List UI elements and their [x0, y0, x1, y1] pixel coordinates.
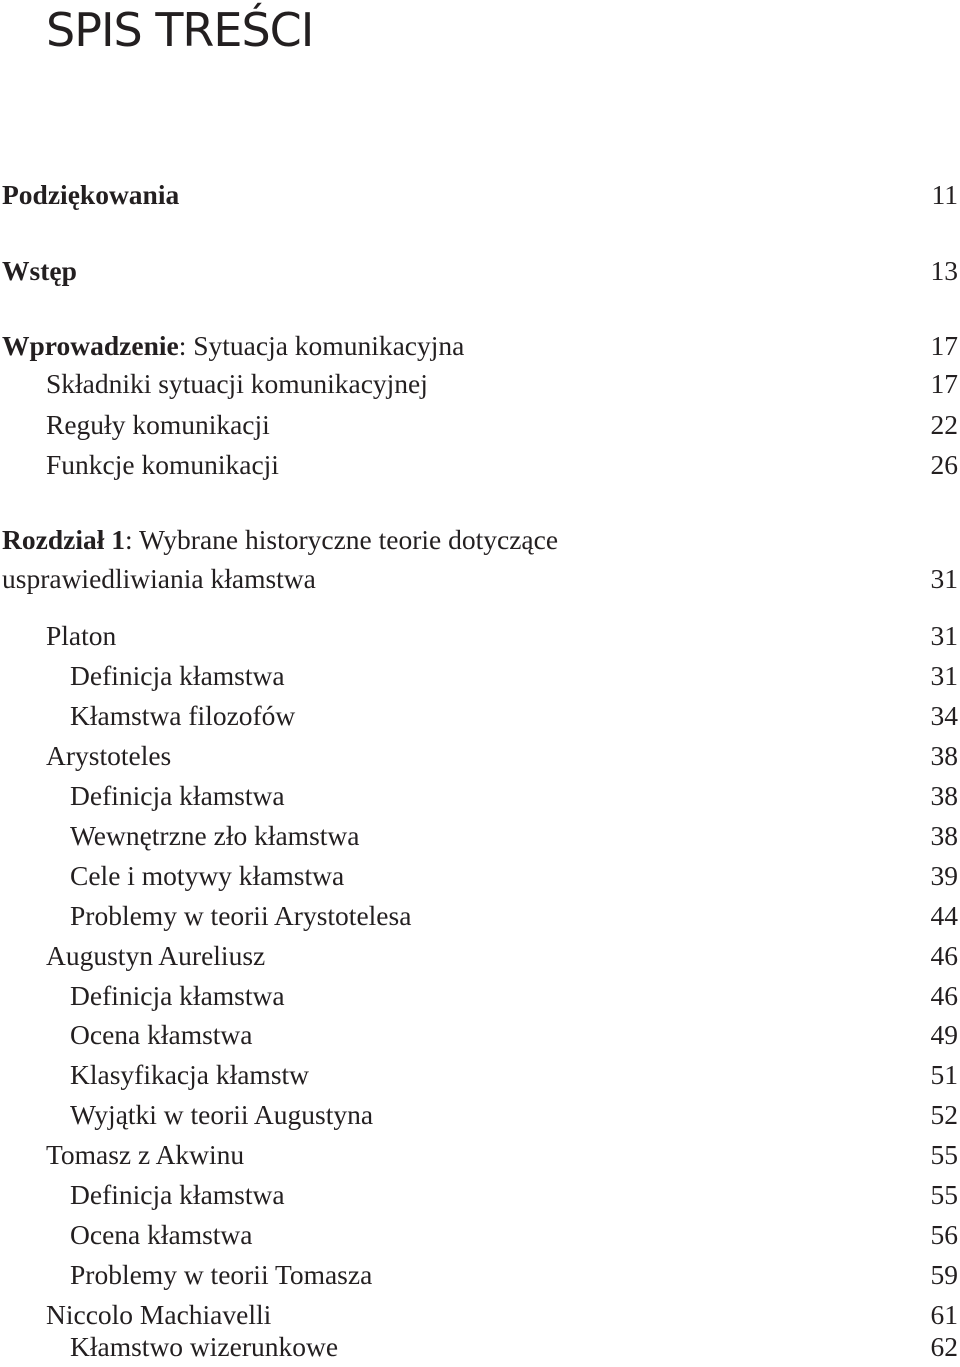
toc-entry-title: Cele i motywy kłamstwa — [70, 860, 345, 891]
toc-page-number: 34 — [930, 700, 958, 731]
toc-entry-title: Problemy w teorii Tomasza — [70, 1259, 373, 1290]
toc-entry-title: Arystoteles — [46, 740, 172, 771]
toc-page-number: 38 — [930, 820, 958, 851]
toc-entry-title: Ocena kłamstwa — [70, 1219, 253, 1250]
toc-entry[interactable] — [0, 736, 958, 776]
toc-page-number: 44 — [930, 900, 958, 931]
toc-page-number: 51 — [930, 1059, 958, 1090]
toc-page-number: 22 — [930, 409, 958, 440]
toc-entry[interactable] — [0, 405, 958, 445]
toc-entry[interactable] — [0, 1327, 958, 1367]
toc-entry[interactable] — [0, 364, 958, 404]
toc-entry-title: Niccolo Machiavelli — [46, 1299, 272, 1330]
toc-page-number: 11 — [931, 179, 958, 210]
toc-page-number: 31 — [930, 620, 958, 651]
toc-page-number: 39 — [930, 860, 958, 891]
toc-entry-acknowledgements[interactable] — [0, 175, 958, 215]
toc-entry[interactable] — [0, 776, 958, 816]
toc-entry[interactable] — [0, 656, 958, 696]
toc-entry-chapter-1[interactable] — [0, 520, 958, 560]
toc-entry[interactable] — [0, 1255, 958, 1295]
toc-entry[interactable] — [0, 1175, 958, 1215]
toc-page-number: 56 — [930, 1219, 958, 1250]
toc-entry[interactable] — [0, 856, 958, 896]
toc-entry-title: Rozdział 1: Wybrane historyczne teorie dotyczące — [2, 524, 559, 555]
toc-entry[interactable] — [0, 1095, 958, 1135]
toc-page-number: 61 — [930, 1299, 958, 1330]
toc-entry-title: Definicja kłamstwa — [70, 660, 285, 691]
toc-entry-title: usprawiedliwiania kłamstwa — [2, 563, 316, 594]
toc-entry[interactable] — [0, 1015, 958, 1055]
toc-page-number: 31 — [930, 563, 958, 594]
toc-entry-title: Problemy w teorii Arystotelesa — [70, 900, 412, 931]
toc-page-number: 38 — [930, 740, 958, 771]
toc-entry-title — [2, 175, 179, 215]
toc-entry-chapter-1-continued[interactable] — [0, 559, 958, 599]
toc-page-number: 46 — [930, 940, 958, 971]
toc-entry[interactable] — [0, 616, 958, 656]
toc-entry[interactable] — [0, 445, 958, 485]
toc-page-number: 46 — [930, 980, 958, 1011]
toc-page-number: 17 — [930, 368, 958, 399]
toc-entry-title: Tomasz z Akwinu — [46, 1139, 245, 1170]
toc-entry[interactable] — [0, 1135, 958, 1175]
toc-entry-title: Kłamstwo wizerunkowe — [70, 1331, 339, 1362]
toc-page-number: 62 — [930, 1331, 958, 1362]
toc-page-number: 49 — [930, 1019, 958, 1050]
toc-entry-title: Definicja kłamstwa — [70, 980, 285, 1011]
toc-page-number: 55 — [930, 1179, 958, 1210]
toc-entry-title: Reguły komunikacji — [46, 409, 270, 440]
toc-entry-title: Wewnętrzne zło kłamstwa — [70, 820, 360, 851]
toc-entry[interactable] — [0, 896, 958, 936]
toc-entry-bold-label: Rozdział 1 — [2, 524, 125, 555]
toc-entry-bold-label: Podziękowania — [2, 179, 180, 210]
toc-entry-title: Augustyn Aureliusz — [46, 940, 266, 971]
toc-entry-introduction[interactable] — [0, 326, 958, 366]
toc-page-number: 31 — [930, 660, 958, 691]
toc-page-number: 26 — [930, 449, 958, 480]
toc-page-number: 13 — [930, 255, 958, 286]
toc-page-number: 55 — [930, 1139, 958, 1170]
toc-entry[interactable] — [0, 1055, 958, 1095]
toc-entry[interactable] — [0, 816, 958, 856]
toc-entry-title — [2, 251, 77, 291]
toc-entry-title: Wprowadzenie: Sytuacja komunikacyjna — [2, 330, 465, 361]
toc-entry-title: Funkcje komunikacji — [46, 449, 279, 480]
toc-page-number: 17 — [930, 330, 958, 361]
toc-page-number: 38 — [930, 780, 958, 811]
toc-entry-title: Kłamstwa filozofów — [70, 700, 296, 731]
toc-entry-title: Platon — [46, 620, 117, 651]
toc-page-number: 59 — [930, 1259, 958, 1290]
toc-entry[interactable] — [0, 976, 958, 1016]
toc-entry-preface[interactable] — [0, 251, 958, 291]
toc-entry[interactable] — [0, 936, 958, 976]
toc-entry-title: Składniki sytuacji komunikacyjnej — [46, 368, 428, 399]
page-title: SPIS TREŚCI — [46, 3, 314, 57]
toc-entry-title: Definicja kłamstwa — [70, 1179, 285, 1210]
toc-entry-title: Ocena kłamstwa — [70, 1019, 253, 1050]
toc-entry[interactable] — [0, 1215, 958, 1255]
toc-entry[interactable] — [0, 696, 958, 736]
toc-entry-bold-label: Wstęp — [2, 255, 77, 286]
toc-entry-title: Klasyfikacja kłamstw — [70, 1059, 310, 1090]
toc-entry-title: Wyjątki w teorii Augustyna — [70, 1099, 374, 1130]
toc-entry-title: Definicja kłamstwa — [70, 780, 285, 811]
toc-entry-bold-label: Wprowadzenie — [2, 330, 179, 361]
toc-page-number: 52 — [930, 1099, 958, 1130]
